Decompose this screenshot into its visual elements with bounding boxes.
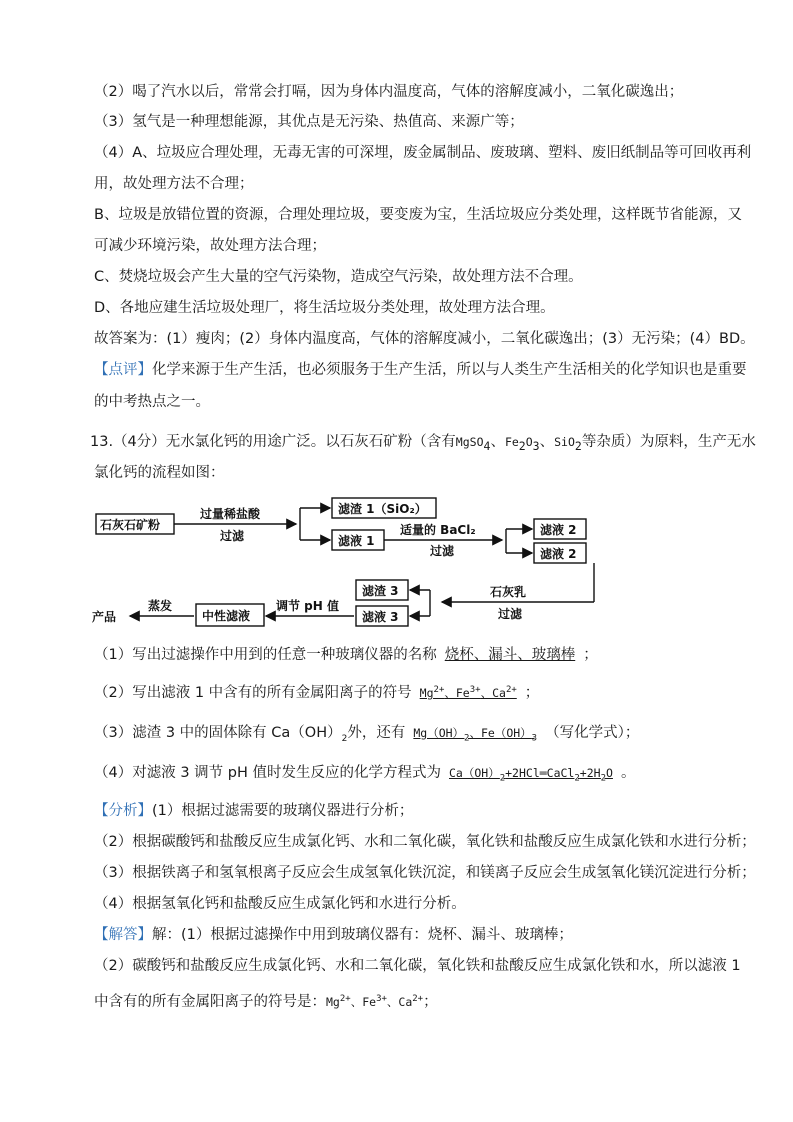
process-flow-diagram: [90, 490, 710, 630]
text-line: 的中考热点之一。: [94, 394, 210, 410]
flow-step1-bottom: 过滤: [220, 529, 245, 543]
text-line: （3）氢气是一种理想能源，其优点是无污染、热值高、来源广等；: [94, 114, 524, 130]
text-line: 氯化钙的流程如图：: [94, 465, 225, 481]
question-1: （1）写出过滤操作中用到的任意一种玻璃仪器的名称 烧杯、漏斗、玻璃棒 ；: [94, 647, 598, 663]
text-line: D、各地应建生活垃圾处理厂，将生活垃圾分类处理，故处理方法合理。: [94, 300, 555, 316]
solution-line: 中含有的所有金属阳离子的符号是：$Mg^{2+}$、$Fe^{3+}$、$Ca^{2+}$；: [94, 994, 438, 1010]
comment-tag: 【点评】: [94, 362, 152, 378]
text-line: （2）喝了汽水以后，常常会打嗝，因为身体内温度高，气体的溶解度减小，二氧化碳逸出；: [94, 84, 684, 100]
flow-residue3: 滤渣 3: [362, 584, 399, 598]
answer-2: $Mg^{2+}$、$Fe^{3+}$、$Ca^{2+}$: [419, 685, 517, 700]
solution-tag: 【解答】: [94, 927, 152, 943]
flow-residue1: 滤渣 1（SiO₂）: [338, 502, 427, 516]
text-line: B、垃圾是放错位置的资源，合理处理垃圾，要变废为宝，生活垃圾应分类处理，这样既节省能源，又: [94, 207, 742, 223]
question-3: （3）滤渣 3 中的固体除有 $Ca(OH)_2$外，还有 $Mg(OH)_2$、$Fe(OH)_3$ （写化学式）；: [94, 725, 640, 744]
flow-start: 石灰石矿粉: [100, 518, 161, 532]
flow-step3-bottom: 过滤: [498, 607, 523, 621]
question-13-heading: 13.（4分）无水氯化钙的用途广泛。以石灰石矿粉（含有MgSO$_4$、$Fe_2O_3$、SiO$_2$等杂质）为原料，生产无水: [90, 434, 756, 453]
analysis-line: （3）根据铁离子和氢氧根离子反应会生成氢氧化铁沉淀，和镁离子反应会生成氢氧化镁沉淀进行分析；: [94, 865, 756, 881]
text-line: 故答案为：(1）瘦肉；(2）身体内温度高，气体的溶解度减小，二氧化碳逸出；(3）无污染；(4）BD。: [94, 331, 755, 347]
answer-4: $Ca(OH)_2+2HCl═CaCl_2+2H_2O$: [449, 766, 613, 784]
flow-product: 产品: [92, 610, 117, 624]
text-line: 可减少环境污染，故处理方法合理；: [94, 238, 326, 254]
comment-line: [94, 360, 747, 380]
analysis-line: （2）根据碳酸钙和盐酸反应生成氯化钙、水和二氧化碳，氧化铁和盐酸反应生成氯化铁和水进行分析；: [94, 834, 756, 850]
flow-step5: 蒸发: [148, 599, 173, 613]
flow-step2-bottom: 过滤: [430, 544, 455, 558]
text-line: （4）A、垃圾应合理处理，无毒无害的可深埋，废金属制品、废玻璃、塑料、废旧纸制品等可回收再利: [94, 145, 752, 161]
analysis-line: （4）根据氢氧化钙和盐酸反应生成氯化钙和水进行分析。: [94, 896, 466, 912]
flow-filtrate3: 滤液 3: [362, 610, 399, 624]
analysis-tag: 【分析】: [94, 803, 152, 819]
flow-step4: 调节 pH 值: [276, 599, 339, 613]
answer-3: $Mg(OH)_2$、$Fe(OH)_3$: [413, 726, 538, 744]
question-4: （4）对滤液 3 调节 pH 值时发生反应的化学方程式为 $Ca(OH)_2+2HCl═CaCl_2+2H_2O$ 。: [94, 765, 636, 784]
flow-filtrate2a: 滤液 2: [540, 523, 577, 537]
solution-line: （2）碳酸钙和盐酸反应生成氯化钙、水和二氧化碳，氧化铁和盐酸反应生成氯化铁和水，所以滤液 1: [94, 958, 741, 974]
text-line: 用，故处理方法不合理；: [94, 176, 254, 192]
flow-filtrate1: 滤液 1: [338, 534, 375, 548]
flow-filtrate2b: 滤液 2: [540, 547, 577, 561]
flow-neutral: 中性滤液: [202, 609, 251, 623]
text-line: C、焚烧垃圾会产生大量的空气污染物，造成空气污染，故处理方法不合理。: [94, 269, 583, 285]
flow-step1-top: 过量稀盐酸: [200, 507, 261, 521]
solution-line: 【解答】解：(1）根据过滤操作中用到玻璃仪器有：烧杯、漏斗、玻璃棒；: [94, 927, 573, 943]
analysis-line: 【分析】(1）根据过滤需要的玻璃仪器进行分析；: [94, 803, 414, 819]
flow-step2-top: 适量的 BaCl₂: [400, 523, 476, 537]
question-2: （2）写出滤液 1 中含有的所有金属阳离子的符号 $Mg^{2+}$、$Fe^{3+}$、$Ca^{2+}$ ；: [94, 685, 540, 701]
answer-1: 烧杯、漏斗、玻璃棒: [444, 647, 576, 663]
comment-text: 化学来源于生产生活，也必须服务于生产生活，所以与人类生产生活相关的化学知识也是重要: [152, 362, 747, 378]
flow-step3-top: 石灰乳: [490, 585, 527, 599]
